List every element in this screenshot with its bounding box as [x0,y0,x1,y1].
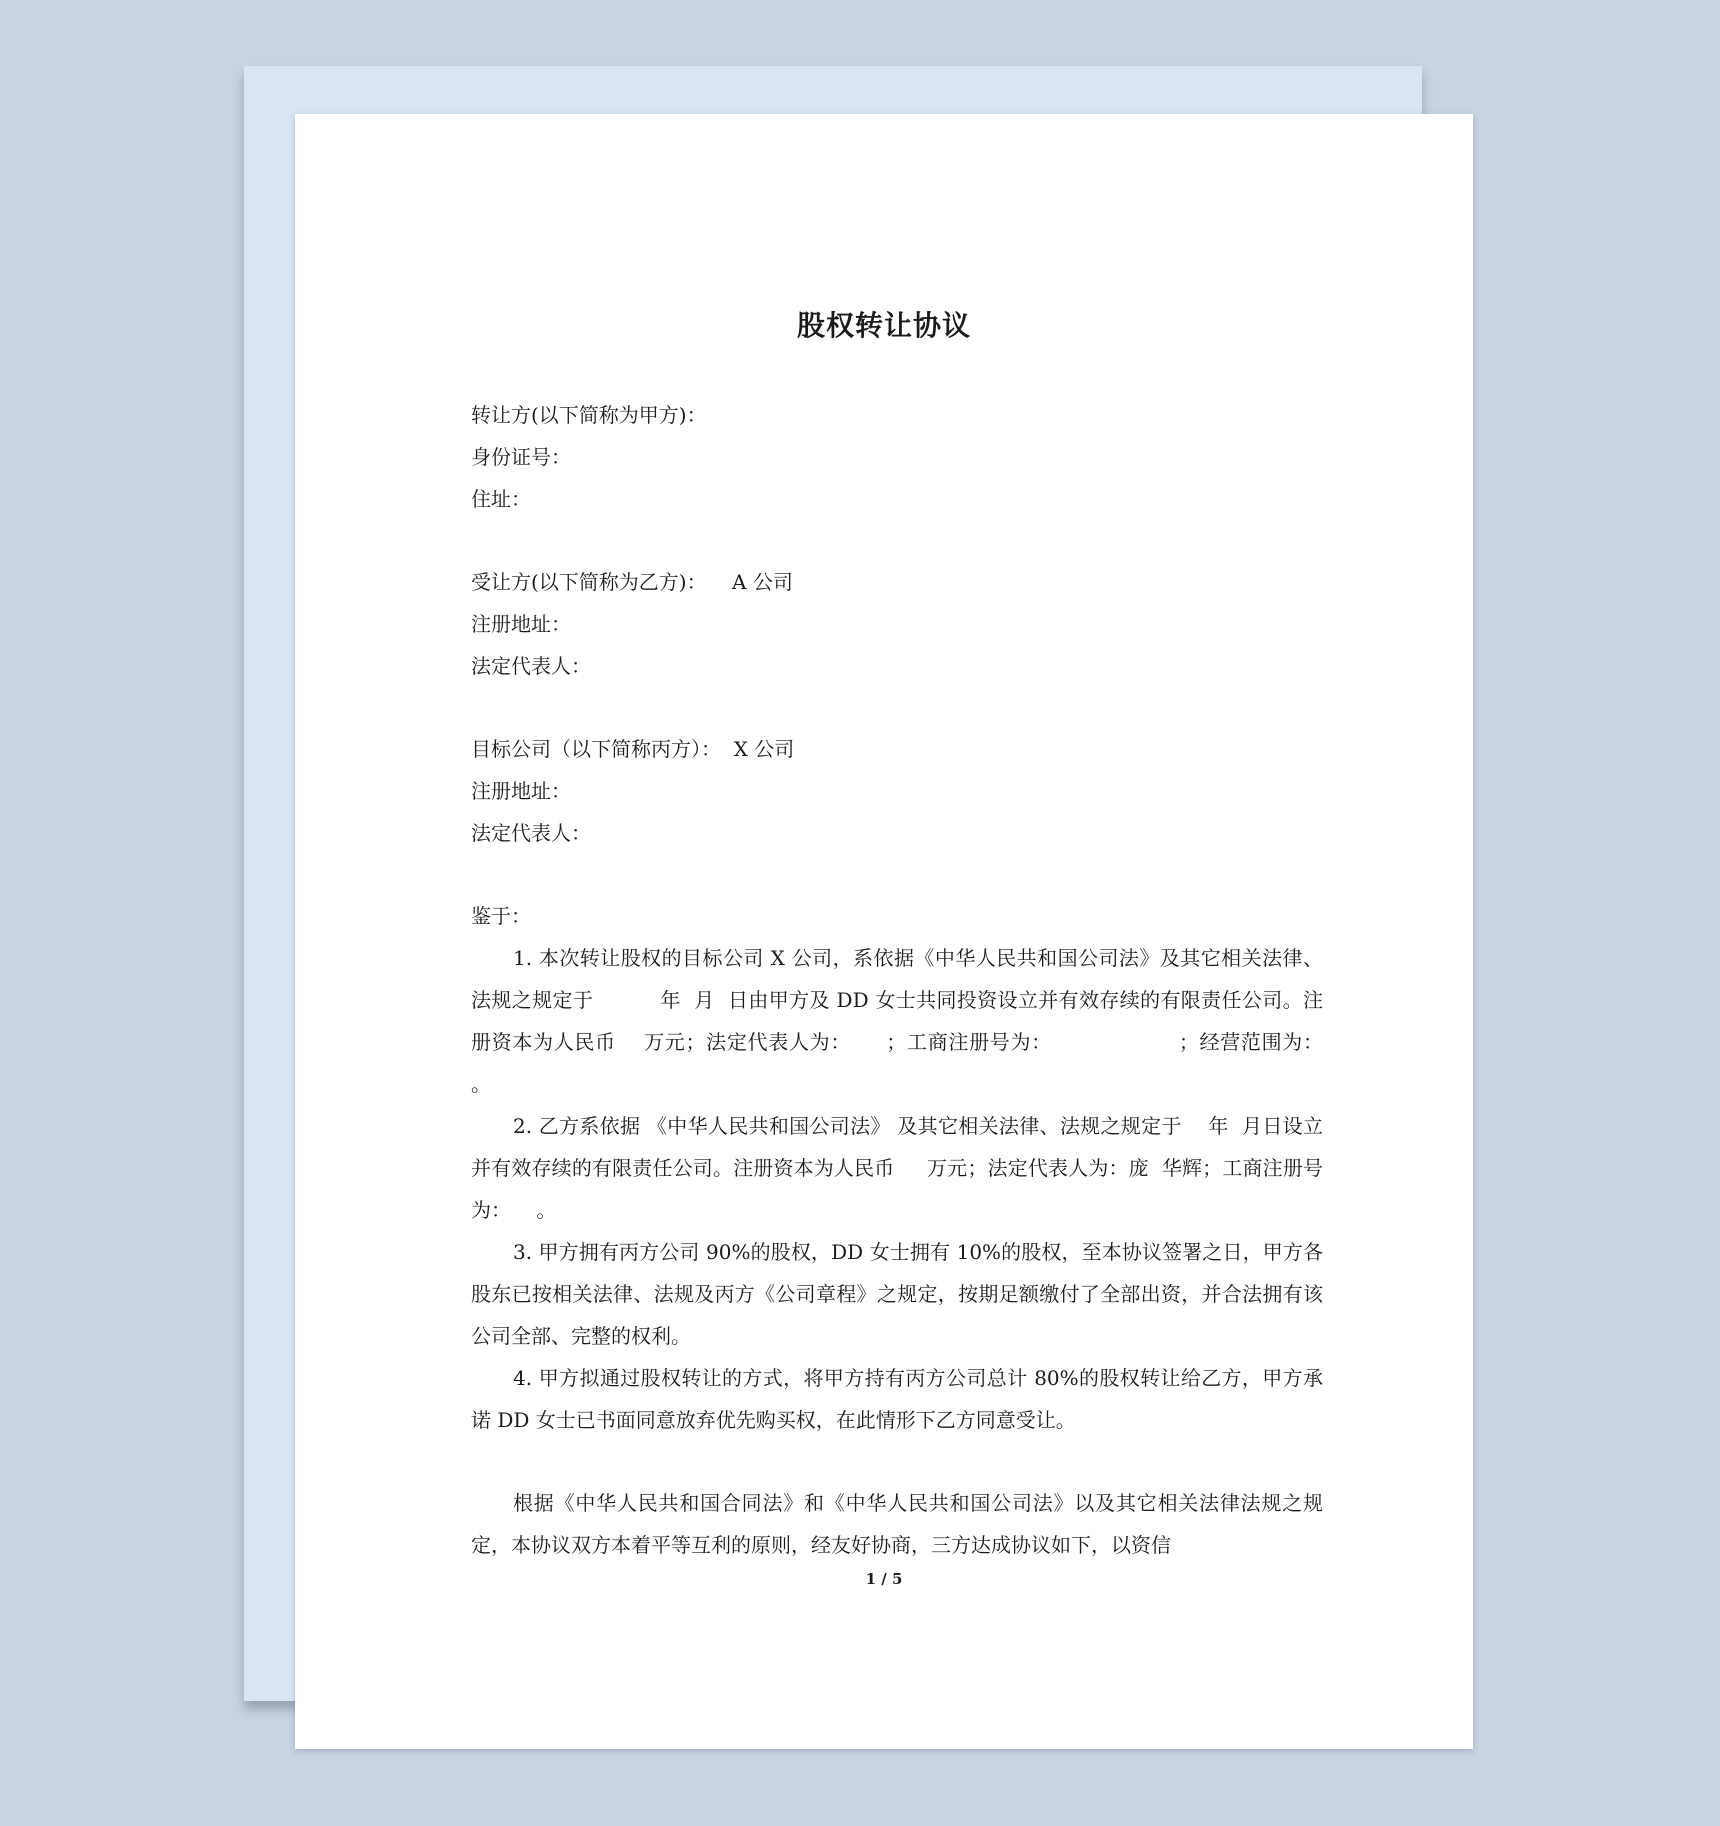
transferor-address: 住址： [471,487,531,511]
transferor-party: 转让方(以下简称为甲方)： [471,403,707,427]
document-title: 股权转让协议 [796,309,971,342]
clause-4: 4. 甲方拟通过股权转让的方式，将甲方持有丙方公司总计 80%的股权转让给乙方，甲方承诺 DD 女士已书面同意放弃优先购买权，在此情形下乙方同意受让。 [471,1366,1323,1432]
document-body [471,394,1451,1566]
clause-3: 3. 甲方拥有丙方公司 90%的股权，DD 女士拥有 10%的股权，至本协议签署之日，甲方各股东已按相关法律、法规及丙方《公司章程》之规定，按期足额缴付了全部出资，并合法拥有该公司全部、完整的权利。 [471,1240,1323,1348]
transferee-party: 受让方(以下简称为乙方)： A 公司 [471,570,793,594]
whereas-heading: 鉴于： [471,904,531,928]
document-page [295,114,1473,1749]
transferee-legal-representative: 法定代表人： [471,654,591,678]
clause-2: 2. 乙方系依据 《中华人民共和国公司法》 及其它相关法律、法规之规定于 年 月日设立并有效存续的有限责任公司。注册资本为人民币 万元；法定代表人为：庞 华辉；工商注册号为： 。 [471,1114,1323,1222]
target-company-party: 目标公司（以下简称丙方）： X 公司 [471,737,795,761]
target-company-legal-representative: 法定代表人： [471,821,591,845]
transferee-registered-address: 注册地址： [471,612,571,636]
target-company-registered-address: 注册地址： [471,779,571,803]
clause-1: 1. 本次转让股权的目标公司 X 公司，系依据《中华人民共和国公司法》及其它相关法律、法规之规定于 年 月 日由甲方及 DD 女士共同投资设立并有效存续的有限责任公司。注册资本为人民币 万元；法定代表人为： ；工商注册号为： ；经营范围为： 。 [471,946,1451,1096]
page-number: 1 / 5 [865,1570,903,1588]
closing-paragraph: 根据《中华人民共和国合同法》和《中华人民共和国公司法》以及其它相关法律法规之规定，本协议双方本着平等互利的原则，经友好协商，三方达成协议如下，以资信 [471,1491,1323,1557]
transferor-id-number: 身份证号： [471,445,571,469]
